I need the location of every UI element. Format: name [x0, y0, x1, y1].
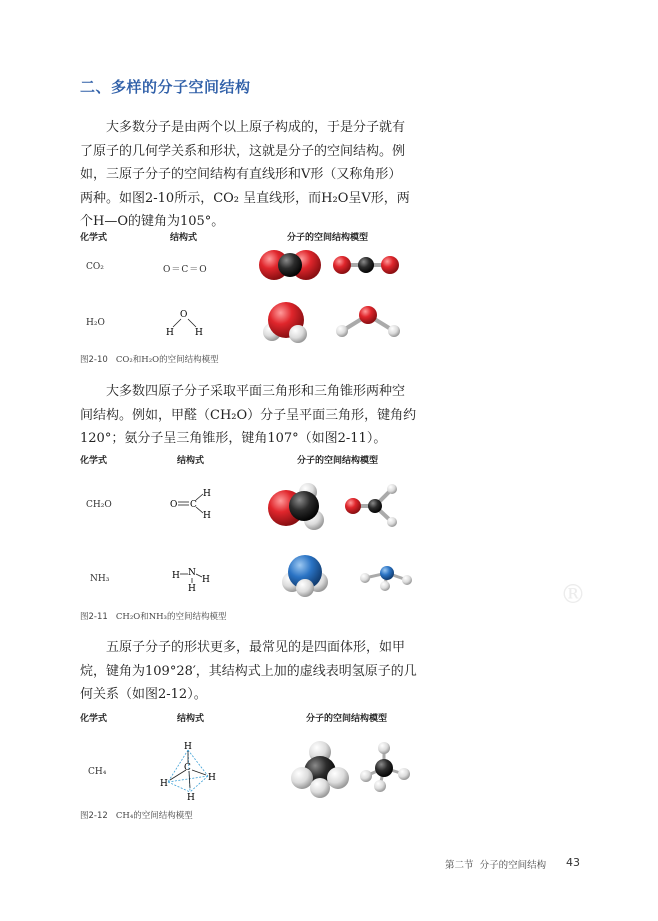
para3-line-3: 何关系（如图2-12）。: [80, 687, 207, 702]
paragraph-2: [80, 380, 580, 451]
oxygen-atom: [345, 498, 361, 514]
table1-header-model: 分子的空间结构模型: [287, 233, 369, 243]
hydrogen-atom: [296, 579, 314, 597]
formula-co2: CO₂: [86, 262, 104, 272]
h2o-space-filling-model: [262, 298, 310, 346]
hydrogen-atom: [310, 778, 330, 798]
table2-header-model: 分子的空间结构模型: [297, 456, 379, 466]
formula-ch4: CH₄: [88, 767, 107, 777]
nitrogen-atom: [380, 566, 394, 580]
atom-label: H: [202, 575, 210, 585]
hydrogen-atom: [360, 573, 370, 583]
paragraph-1: [80, 116, 580, 234]
para2-line-1: 大多数四原子分子采取平面三角形和三角锥形两种空: [106, 384, 406, 399]
atom-label: H: [172, 571, 180, 581]
atom-label: H: [203, 511, 211, 521]
oxygen-atom: [333, 256, 351, 274]
table1-header-formula: 化学式: [80, 233, 108, 243]
ch4-space-filling-model: [290, 738, 350, 800]
hydrogen-atom: [388, 325, 400, 337]
section-heading: 二、多样的分子空间结构: [80, 78, 251, 96]
atom-label: C: [190, 500, 197, 510]
figure-2-11-caption: [80, 610, 226, 622]
atom-label: H: [160, 779, 168, 789]
formula-ch2o: CH₂O: [86, 500, 112, 510]
caption-text: CH₂O和NH₃的空间结构模型: [115, 612, 227, 622]
structure-nh3: [170, 558, 215, 594]
table3-header-formula: 化学式: [80, 714, 108, 724]
para2-line-2: 间结构。例如，甲醛（CH₂O）分子呈平面三角形，键角约: [80, 407, 417, 423]
ch4-ball-stick-model: [358, 740, 412, 796]
atom-label: H: [208, 773, 216, 783]
caption-number: 图2-12: [80, 811, 108, 821]
para1-line-3: 如，三原子分子的空间结构有直线形和V形（又称角形）: [80, 167, 402, 182]
atom-label: O: [170, 500, 178, 510]
figure-2-10-caption: [80, 353, 219, 365]
atom-label: N: [188, 568, 196, 578]
caption-number: 图2-10: [80, 355, 108, 365]
table3-header-structure: 结构式: [177, 714, 205, 724]
formula-h2o: H₂O: [86, 318, 105, 328]
hydrogen-atom: [360, 770, 372, 782]
para3-line-2: 烷，键角为109°28′，其结构式上加的虚线表明氢原子的几: [80, 663, 417, 679]
hydrogen-atom: [378, 742, 390, 754]
co2-ball-stick-model: [330, 250, 402, 280]
para1-line-2: 了原子的几何学关系和形状，这就是分子的空间结构。例: [80, 143, 406, 159]
carbon-atom: [358, 257, 374, 273]
h2o-ball-stick-model: [332, 303, 404, 343]
hydrogen-atom: [380, 581, 390, 591]
carbon-atom: [289, 491, 319, 521]
hydrogen-atom: [327, 767, 349, 789]
paragraph-3: [80, 636, 580, 707]
watermark: ®: [560, 580, 586, 610]
table1-header-structure: 结构式: [170, 233, 198, 243]
page-number: 43: [566, 856, 580, 869]
footer-title: 分子的空间结构: [479, 860, 547, 871]
hydrogen-atom: [289, 325, 307, 343]
carbon-atom: [375, 759, 393, 777]
caption-text: CO₂和H₂O的空间结构模型: [115, 355, 219, 365]
table2-header-formula: 化学式: [80, 456, 108, 466]
structure-ch4: [158, 740, 220, 802]
para3-line-1: 五原子分子的形状更多，最常见的是四面体形，如甲: [106, 640, 406, 655]
atom-label: H: [195, 328, 203, 338]
structure-co2: O＝C＝O: [163, 265, 208, 275]
co2-space-filling-model: [255, 244, 325, 284]
table2-header-structure: 结构式: [177, 456, 205, 466]
hydrogen-atom: [387, 484, 397, 494]
para1-line-4: 两种。如图2-10所示，CO₂ 呈直线形，而H₂O呈V形，两: [80, 190, 410, 206]
structure-h2o: [163, 306, 208, 338]
hydrogen-atom: [374, 780, 386, 792]
hydrogen-atom: [402, 575, 412, 585]
para2-line-3: 120°；氨分子呈三角锥形，键角107°（如图2-11）。: [80, 431, 387, 446]
para1-line-1: 大多数分子是由两个以上原子构成的，于是分子就有: [106, 120, 406, 135]
ch2o-ball-stick-model: [342, 480, 404, 530]
caption-text: CH₄的空间结构模型: [115, 811, 193, 821]
hydrogen-atom: [387, 517, 397, 527]
formula-nh3: NH₃: [90, 574, 110, 584]
hydrogen-atom: [291, 767, 313, 789]
table3-header-model: 分子的空间结构模型: [306, 714, 388, 724]
atom-label: H: [203, 489, 211, 499]
figure-2-12-caption: [80, 809, 193, 821]
oxygen-atom: [381, 256, 399, 274]
oxygen-atom: [359, 306, 377, 324]
nh3-space-filling-model: [280, 552, 330, 598]
atom-label: H: [166, 328, 174, 338]
ch2o-space-filling-model: [266, 478, 332, 538]
atom-label: H: [184, 742, 192, 752]
footer-running-title: [445, 857, 546, 871]
atom-label: C: [184, 763, 191, 773]
atom-label: H: [188, 584, 196, 594]
nh3-ball-stick-model: [355, 560, 415, 592]
footer-section: 第二节: [445, 860, 474, 871]
carbon-atom: [368, 499, 382, 513]
hydrogen-atom: [398, 768, 410, 780]
carbon-atom: [278, 253, 302, 277]
hydrogen-atom: [336, 325, 348, 337]
structure-ch2o: [168, 486, 218, 522]
caption-number: 图2-11: [80, 612, 108, 622]
atom-label: O: [180, 310, 188, 320]
para1-line-5: 个H—O的键角为105°。: [80, 214, 225, 229]
atom-label: H: [187, 793, 195, 802]
